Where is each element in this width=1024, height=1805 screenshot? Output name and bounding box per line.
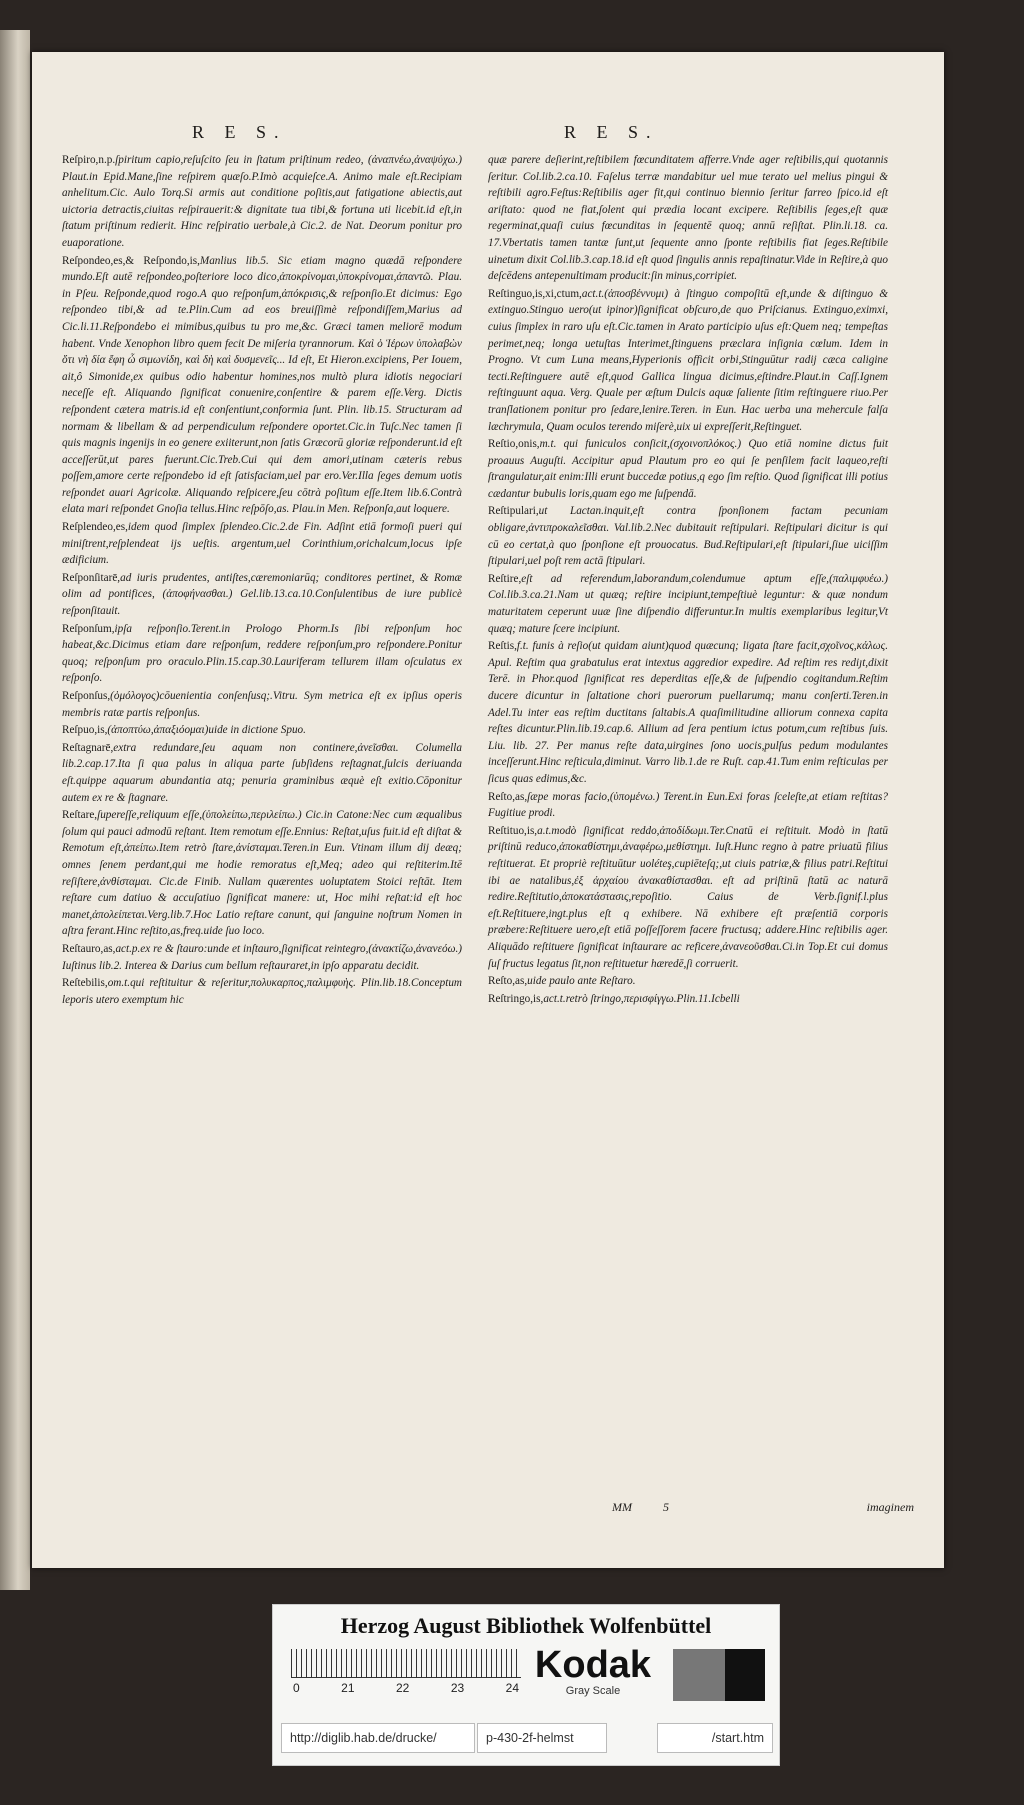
entry-text: ſupereſſe,reliquum eſſe,(ὑπολείπω,περιλείπω.) Cic.in Catone:Nec cum æqualibus ſolum qui pauci admodū reſtant. Item remotum eſſe.Ennius: Reſtat,uſus fuit.id eſt diſtat & Remotum eſt,ἀπείπω.Item retrò ſtare,ἀνίσταμαι.Teren.in Eun. Vtinam illum dij deæq; omnes ſenem perdant,qui me hodie remoratus eſt,Meq; adeo qui reſtiterim.Itē reſiſtere,ἀνθίσταμαι. Cic.de Finib. Nullam quærentes uoluptatem Stoici reſtāt. Item reſtare cum datiuo & accuſatiuo ſignificat manere: ut, Hoc mihi reſtat:id eſt hoc manet,ἀπολείπεται.Verg.lib.7.Hoc Latio reſtare canunt, qui ſanguine noſtrum Nomen in aſtra ferant.Hinc reſtito,as,freq.uide ſuo loco.: [62, 809, 462, 938]
entry-headword: Reſtauro,as,: [62, 942, 116, 955]
dictionary-entry: [488, 991, 888, 1008]
entry-headword: Reſto,as,: [488, 790, 528, 803]
running-head-right: R E S.: [564, 122, 659, 142]
brand-name: Kodak: [534, 1644, 652, 1686]
dictionary-entry: [62, 570, 462, 620]
entry-headword: Reſto,as,: [488, 975, 528, 988]
entry-text: ipſa reſponſio.Terent.in Prologo Phorm.Is ſibi reſponſum hoc habeat,&c.Dicimus etiam dare reſponſum, reddere reſponſum,pro reſpondere.Ponitur quoq; reſponſum pro oraculo.Plin.15.cap.30.Lauriferam tellurem illam oſculatus ex reſponſo.: [62, 622, 462, 685]
entry-text: a.t.modò ſignificat reddo,ἀποδίδωμι.Ter.Cnatū ei reſtituit. Modò in ſtatū priſtinū reduco,ἀποκαθίστημι,ἀναφέρω,μεθίστημι. Iuſt.Hunc regno à patre priuatū filius reſtituerat. Et propriè reſtituūtur uoléteş,cupiēteſq;,ut ciuis patriæ,& filius patri.Reſtitui ibi ae natalibus,ἐξ ἀρχαίου ἀνακαθίστασθαι. eſt ad priſtinū ſtatū ac naturā redire.Reſtitutio,ἀποκατάστασις,repoſitio. Caius de Verb.ſignif.l.plus eſt.Reſtituere,ingt.plus eſt q exhibere. Nā exhibere eſt præſentiā corporis præbere:Reſtituere uero,eſt etiā poſſeſſorem facere fructusq; addere.Hinc reſtibilis ager. Aliquādo reſtituere ſignificat inſtaurare ac reficere,ἀνανεοῦσθαι.Ci.in Top.Et cui domus ſuſ fructus legatus ſit,non reſtituetur hæredē,ſi corruerit.: [488, 824, 888, 970]
dictionary-entry: [488, 152, 888, 285]
ruler-numbers: [291, 1681, 521, 1695]
entry-headword: Reſtinguo,is,xi,ctum,: [488, 287, 582, 300]
dictionary-entry: [488, 973, 888, 990]
right-column: [488, 152, 888, 1008]
entry-headword: Reſtagnarē,: [62, 741, 114, 754]
entry-headword: Reſtis,: [488, 640, 517, 653]
ruler-number: 23: [450, 1681, 465, 1695]
entry-text: ad iuris prudentes, antiſtes,cæremoniarūq; conditores pertinet, & Romæ olim ad pontifices, (ἀποφήνασθαι.) Gel.lib.13.ca.10.Conſulentibus de iure publicè reſponſitauit.: [62, 571, 462, 618]
entry-headword: Reſtringo,is,: [488, 992, 544, 1005]
entry-headword: Reſtio,onis,: [488, 438, 540, 451]
entry-text: quæ parere deſierint,reſtibilem fœcunditatem afferre.Vnde ager reſtibilis,qui quotannis ſeritur. Col.lib.2.ca.10. Faſelus terræ mandabitur uel mue terato uel melius pingui & reſtibili agro.Feſtus:Reſtibilis ager fit,qui continuo biennio ſeritur farreo ſpico.id eſt ariſtato: quod ne fiat,ſolent qui prædia locant excipere. Reſtibilis ſeges,eſt quæ regerminat,quaſi cuius fœcunditas in ſequentē quoq; annū reſiſtat. Plin.li.18. ca. 17.Vbertatis tamen tantæ ſunt,ut ſequente anno ſponte reſtibilis fiat ſeges.Reſtibile uinetum dixit Col.lib.3.cap.18.id eſt quod ſingulis annis repaſtinatur.Vide in Reſtire,à quo deſcēdens antepenultimam producit:ſin minus,corripiet.: [488, 154, 888, 283]
entry-text: ut Lactan.inquit,eſt contra ſponſionem factam pecuniam obligare,ἀντιπροκαλεῖσθαι. Val.lib.2.Nec dubitauit reſtipulari. Reſtipulari dicitur is qui cū eo certat,à quo ſponſione eſt prouocatus. Bud.Reſtipulari,eſt ſtipulari,ſiue uiciſſim ſtipulari,uel poſt rem actā ſtipulari.: [488, 505, 888, 568]
entry-text: ſpiritum capio,reſuſcito ſeu in ſtatum priſtinum redeo, (ἀναπνέω,ἀναψύχω.) Plaut.in Epid.Mane,ſine reſpirem quæſo.P.Imò acquieſce.A. Animo male eſt.Recipiam anhelitum.Cic. Aulo Torq.Si armis aut conditione poſitis,aut fatigatione abiectis,aut uictoria detractis,ciuitas reſpirauerit:& dignitate tua tibi,& fortuna uti licebit.id eſt,in ſtatum priſtinum redierit. Hinc reſpiratio uerbale,à Cic.2. de Nat. Deorum ponitur pro euaporatione.: [62, 154, 462, 249]
entry-headword: Reſpuo,is,: [62, 724, 108, 737]
ruler-scale: [291, 1649, 521, 1697]
ruler-number: 24: [505, 1681, 519, 1695]
entry-text: act.t.retrò ſtringo,περισφίγγω.Plin.11.Icbelli: [543, 992, 740, 1005]
ruler-number: 22: [395, 1681, 410, 1695]
entry-text: (ἀποπτύω,ἀπαξιόομαι)uide in dictione Spuo.: [107, 724, 306, 737]
entry-text: (ὁμόλογος)cōuenientia conſenſusq;.Vitru. Sym metrica eſt ex ipſius operis membris ratæ partis reſponſus.: [62, 690, 462, 719]
entry-headword: Reſplendeo,es,: [62, 521, 128, 534]
dictionary-entry: [488, 571, 888, 637]
entry-text: idem quod ſimplex ſplendeo.Cic.2.de Fin. Adſint etiā formoſi pueri qui miniſtrent,reſplendeat ijs ueſtis. argentum,uel Corinthium,orichalcum,locus ipſe ædificium.: [62, 521, 462, 567]
dictionary-entry: [62, 519, 462, 569]
entry-text: extra redundare,ſeu aquam non continere,ἀνεῖσθαι. Columella lib.2.cap.17.Ita ſi qua palus in aliqua parte ſubſidens reſtagnat,ſulcis deriuanda eſt.quippe aquarum abundantia atq; penuria graminibus æquè eſt exitio.Cōponitur autem ex re & ſtagnare.: [62, 741, 462, 804]
entry-text: eſt ad referendum,laborandum,colendumue aptum eſſe,(παλιμφυέω.) Col.lib.3.ca.21.Nam ut quæq; reſtire incipiunt,tempeſtiuè leguntur: & quæ nondum maturitatem ceperunt uuæ ſine diſpendio differuntur.In multis exemplaribus legitur,Vt quæq; mature ſcere incipiunt.: [488, 572, 888, 635]
dictionary-entry: [488, 789, 888, 822]
entry-text: m.t. qui funiculos conſicit,(σχοινοπλόκος.) Quo etiā nomine dictus fuit proauus Auguſti. Accipitur apud Plautum pro eo qui ſe penſilem facit laqueo,reſti ſtrangulatur,ait enim:Illi erunt buccedæ potius,q ego ſim reſtio. Quod ſignificat illi potius cædantur bubulis loris,quam ego me ſuſpendā.: [488, 438, 888, 500]
dictionary-entry: [62, 807, 462, 940]
signature-number: 5: [663, 1500, 669, 1514]
running-head-left: R E S.: [192, 122, 287, 142]
signature-mark: MM: [612, 1500, 632, 1514]
color-target-card: [272, 1604, 780, 1766]
dictionary-entry: [488, 436, 888, 502]
shelfmark-label: p-430-2f-helmst: [477, 1723, 607, 1753]
ruler-number: 0: [293, 1681, 300, 1695]
start-link[interactable]: /start.htm: [657, 1723, 773, 1753]
library-name: Herzog August Bibliothek Wolfenbüttel: [340, 1613, 712, 1638]
ruler-ticks: [291, 1649, 521, 1678]
kodak-logo: [523, 1645, 663, 1697]
entry-headword: Reſtire,: [488, 572, 522, 585]
entry-headword: Reſtituo,is,: [488, 824, 538, 837]
gray-patch: [673, 1649, 725, 1701]
page-footer: [612, 1500, 942, 1515]
entry-text: f.t. funis à reſio(ut quidam aiunt)quod quæcunq; ligata ſtare facit,σχοῖνος,κάλως. Apul. Reſtim qua grabatulus erat intextus aggredior expedire. Ad reſtim res rediȷt,dixit Terē. in Phor.quod ſignificat res deperditas eſſe,& de ſuſpendio cogitandum.Reſtim ducere dicuntur in ſaltatione chori puerorum puellarumq; manu conſerti.Teren.in Adel.Tu inter eas reſtim ductitans ſaltabis.A quaſimilitudine alliorum connexa capita reſtes dicuntur.Plin.lib.19.cap.6. Allium ad ſera pentium ictus potum,cum reſtibus ſuis. Liu. lib. 27. Per manus reſte data,uirgines ſono uocis,pulſus pedum modulantes inceſſerunt.Hinc reſticula,diminut. Varro lib.1.de re Ruſt. cap.41.Tum enim reſticulas per ſicus quas edimus,&c.: [488, 640, 888, 785]
black-patch: [725, 1649, 765, 1701]
left-column: [62, 152, 462, 1009]
adjacent-page-edge: [0, 30, 30, 1590]
entry-headword: Reſtipulari,: [488, 505, 539, 518]
url-label[interactable]: http://diglib.hab.de/drucke/: [281, 1723, 475, 1753]
catchword: imaginem: [866, 1500, 914, 1514]
entry-text: act.p.ex re & ſtauro:unde et inſtauro,ſignificat reintegro,(ἀνακτίζω,ἀνανεόω.) Iuſtinus lib.2. Interea & Darius cum bellum reſtauraret,in ipſo apparatu decidit.: [62, 942, 462, 972]
entry-headword: Reſtebilis,: [62, 977, 108, 990]
entry-headword: Reſponſitarē,: [62, 571, 121, 584]
dictionary-entry: [62, 152, 462, 252]
entry-text: uide paulo ante Reſtaro.: [527, 975, 636, 988]
dictionary-entry: [62, 621, 462, 687]
entry-text: Manlius lib.5. Sic etiam magno quædā reſpondere mundo.Eſt autē reſpondeo,poſteriore loco dico,ἀποκρίνομαι,ὑποκρίνομαι,ἀπαντῶ. Plau. in Pſeu. Reſponde,quod rogo.A quo reſponſum,ἀπόκρισις,& reſponſio.Et dicimus: Ego reſpondeo tibi,& ad te.Plin.Cum ad eos breuiſſimè reſpondiſſem,Marius ad Cic.li.11.Reſpondebo ei mimibus,quibus tu pro me,&c. Græci tamen meliorē modum habent. Vnde Xenophon libro quem fecit De miſeria tyrannorum. Καὶ ὁ Ἱέρων ὑπολαβὼν ὅτι νὴ δία ἔφη ὦ σιμωνίδη, καὶ δὴ καὶ δυσμενεῖς... Id eſt, Et Hieron.excipiens, Per Iouem, ait,ô Simonide,ex quibus odio habentur homines,nos multò plura idiotis negociari neceſſe eſt. Aliquando ſignificat conuenire,conſentire & parem eſſe.Verg. Dictis reſpondent cætera matris.id eſt conſentiunt,conformia ſunt. Plin. lib.15. Structuram ad normam & libellam & ad perpendiculum reſpondere oportet.Cic.in Tuſc.Nec tamen ſi quis magnis ingenijs in eo genere exiiterunt,non ſatis Græcorū gloriæ reſponderunt.id eſt acceſſerūt,ut pares fuerunt.Cic.Treb.Cui qui dem amori,utinam cæteris rebus poſſem,amore certe reſpondebo id eſt ſatisfaciam,uel par ero.Ver.Illa ſeges demum uotis reſpondet auari Agricolæ. Aliquando reſpicere,ſeu cōtrà poſitum eſſe.Item lib.6.Contrà elata mari reſpondet Gnoſia tellus.Hinc reſpōſo,as. Plau.in Men. Reſponſa,aut loquere.: [62, 254, 462, 516]
entry-headword: Reſpondeo,es,& Reſpondo,is,: [62, 254, 200, 267]
entry-text: ſæpe moras facio,(ὑπομένω.) Terent.in Eun.Exi foras ſceleſte,at etiam reſtitas?Fugitiue prodi.: [488, 790, 888, 820]
ruler-number: 21: [341, 1681, 355, 1695]
dictionary-entry: [62, 688, 462, 721]
dictionary-entry: [488, 823, 888, 972]
dictionary-entry: [62, 253, 462, 519]
dictionary-entry: [488, 638, 888, 787]
entry-headword: Reſponſus,: [62, 690, 111, 702]
dictionary-entry: [488, 286, 888, 435]
entry-text: om.t.qui reſtituitur & reſeritur,πολυκαρπος,παλιμφυὴς. Plin.lib.18.Conceptum leporis utero exemptum hic: [62, 977, 462, 1006]
dictionary-entry: [62, 722, 462, 739]
dictionary-entry: [62, 975, 462, 1008]
dictionary-entry: [62, 740, 462, 806]
entry-headword: Reſtare,: [62, 809, 98, 822]
entry-headword: Reſponſum,: [62, 622, 115, 635]
dictionary-entry: [62, 941, 462, 974]
brand-subtitle: Gray Scale: [565, 1685, 621, 1697]
book-page: [32, 52, 944, 1568]
entry-text: act.t.(ἀποσβέννυμι) à ſtinguo compoſitū eſt,unde & diſtinguo & extinguo.Stinguo uero(ut ipinor)ſignificat obſcuro,de quo Priſcianus. Extinguo,eximxi, cuius ſimplex in raro uſu eſt.Cic.tamen in Arato participio uſus eſt:Quem neq; tempeſtas perimet,neq; longa uetuſtas Interimet,ſtinguens præclara inſignia cœlum. Idem in Progno. Vt cum Luna means,Hyperionis officit orbi,Stinguūtur radij cæca caligine tecti.Reſtinguere autē eſt,quod Gallica lingua dicimus,eſtindre.Plaut.in Caſſ.Ignem reſtinguunt aqua. Verg. Quale per æſtum Dulcis aquæ ſaliente ſitim reſtinguere riuo.Per tranſlationem ponitur pro ſedare,lenire.Teren. in Eun. Hac uerba una mehercule falſa læchrymula, Quam oculos terendo miſerè,uix ui expreſſerit,Reſtinguet.: [488, 287, 888, 433]
entry-headword: Reſpiro,n.p.: [62, 154, 116, 166]
dictionary-entry: [488, 503, 888, 569]
